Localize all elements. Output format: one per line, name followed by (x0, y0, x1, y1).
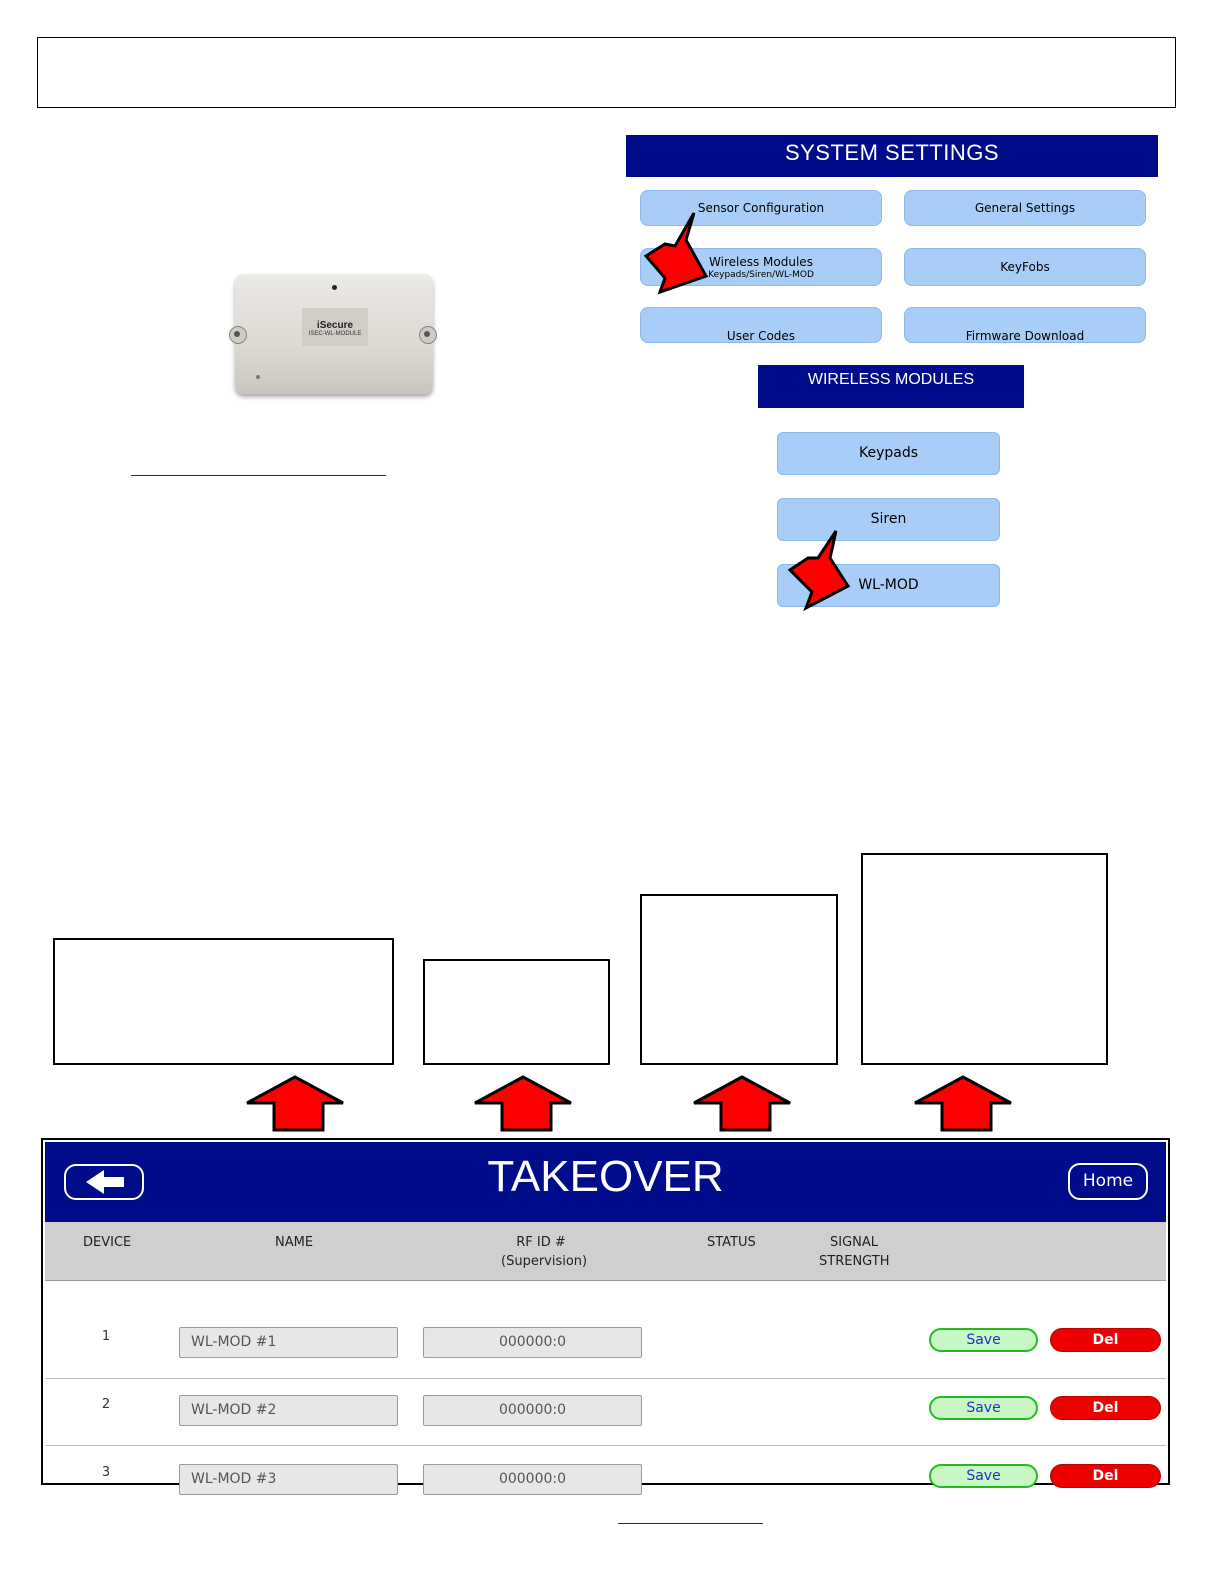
up-arrow-icon (471, 1074, 575, 1132)
general-settings-label: General Settings (974, 201, 1076, 215)
callout-box-signal (861, 853, 1108, 1065)
wireless-modules-label: Wireless Modules (709, 254, 813, 269)
sensor-configuration-label: Sensor Configuration (697, 201, 825, 215)
wireless-modules-sublabel: Keypads/Siren/WL-MOD (708, 269, 814, 280)
table-header (45, 1222, 1166, 1281)
reset-hole (256, 375, 260, 379)
delete-button[interactable]: Del (1050, 1464, 1161, 1488)
page-header-box (37, 37, 1176, 108)
callout-box-rf-id (423, 959, 610, 1065)
takeover-screen (41, 1138, 1170, 1485)
hyperlink-underline[interactable] (131, 475, 386, 476)
wl-mod-label: WL-MOD (858, 577, 919, 593)
save-button[interactable]: Save (929, 1396, 1038, 1420)
callout-box-name (53, 938, 394, 1065)
device-label (302, 308, 368, 346)
general-settings-button[interactable] (904, 190, 1146, 226)
red-pointer-arrow-icon (640, 210, 720, 295)
hyperlink-underline[interactable] (618, 1523, 763, 1524)
callout-box-status (640, 894, 838, 1065)
name-input[interactable]: WL-MOD #3 (179, 1464, 398, 1495)
system-settings-title: SYSTEM SETTINGS (784, 140, 1000, 165)
column-device: DEVICE (83, 1235, 132, 1250)
delete-button[interactable]: Del (1050, 1396, 1161, 1420)
takeover-title: TAKEOVER (487, 1152, 724, 1201)
delete-button[interactable]: Del (1050, 1328, 1161, 1352)
keypads-button[interactable] (777, 432, 1000, 475)
save-button[interactable]: Save (929, 1464, 1038, 1488)
wl-module-device-image (235, 274, 433, 394)
led-indicator (332, 285, 337, 290)
rf-id-input[interactable]: 000000:0 (423, 1327, 642, 1358)
column-rf-id-sublabel: (Supervision) (501, 1254, 588, 1269)
user-codes-button[interactable] (640, 307, 882, 343)
system-settings-header (626, 135, 1158, 177)
column-name: NAME (275, 1235, 314, 1250)
keypads-label: Keypads (858, 445, 919, 461)
up-arrow-icon (243, 1074, 347, 1132)
row-divider (45, 1445, 1166, 1446)
home-button[interactable]: Home (1068, 1163, 1148, 1200)
column-status: STATUS (707, 1235, 756, 1250)
up-arrow-icon (911, 1074, 1015, 1132)
save-button[interactable]: Save (929, 1328, 1038, 1352)
device-model: ISEC-WL-MODULE (308, 331, 362, 337)
mounting-ear-left (229, 326, 247, 344)
keyfobs-button[interactable] (904, 248, 1146, 286)
user-codes-label: User Codes (726, 329, 796, 343)
row-divider (45, 1378, 1166, 1379)
column-rf-id (501, 1233, 588, 1271)
column-signal-sublabel: STRENGTH (819, 1254, 890, 1269)
wireless-modules-title: WIRELESS MODULES (807, 371, 975, 388)
device-number: 1 (101, 1329, 111, 1344)
red-pointer-arrow-icon (784, 528, 856, 612)
name-input[interactable]: WL-MOD #1 (179, 1327, 398, 1358)
name-input[interactable]: WL-MOD #2 (179, 1395, 398, 1426)
firmware-download-button[interactable] (904, 307, 1146, 343)
device-number: 3 (101, 1465, 111, 1480)
up-arrow-icon (690, 1074, 794, 1132)
rf-id-input[interactable]: 000000:0 (423, 1464, 642, 1495)
keyfobs-label: KeyFobs (1000, 260, 1050, 274)
firmware-download-label: Firmware Download (965, 329, 1085, 343)
mounting-ear-right (419, 326, 437, 344)
rf-id-input[interactable]: 000000:0 (423, 1395, 642, 1426)
siren-label: Siren (870, 511, 907, 527)
takeover-header (45, 1142, 1166, 1222)
device-brand: iSecure (316, 320, 354, 331)
wireless-modules-header (758, 365, 1024, 408)
column-rf-id-label: RF ID # (516, 1235, 566, 1250)
column-signal-label: SIGNAL (829, 1235, 879, 1250)
device-number: 2 (101, 1397, 111, 1412)
column-signal-strength (819, 1233, 889, 1271)
